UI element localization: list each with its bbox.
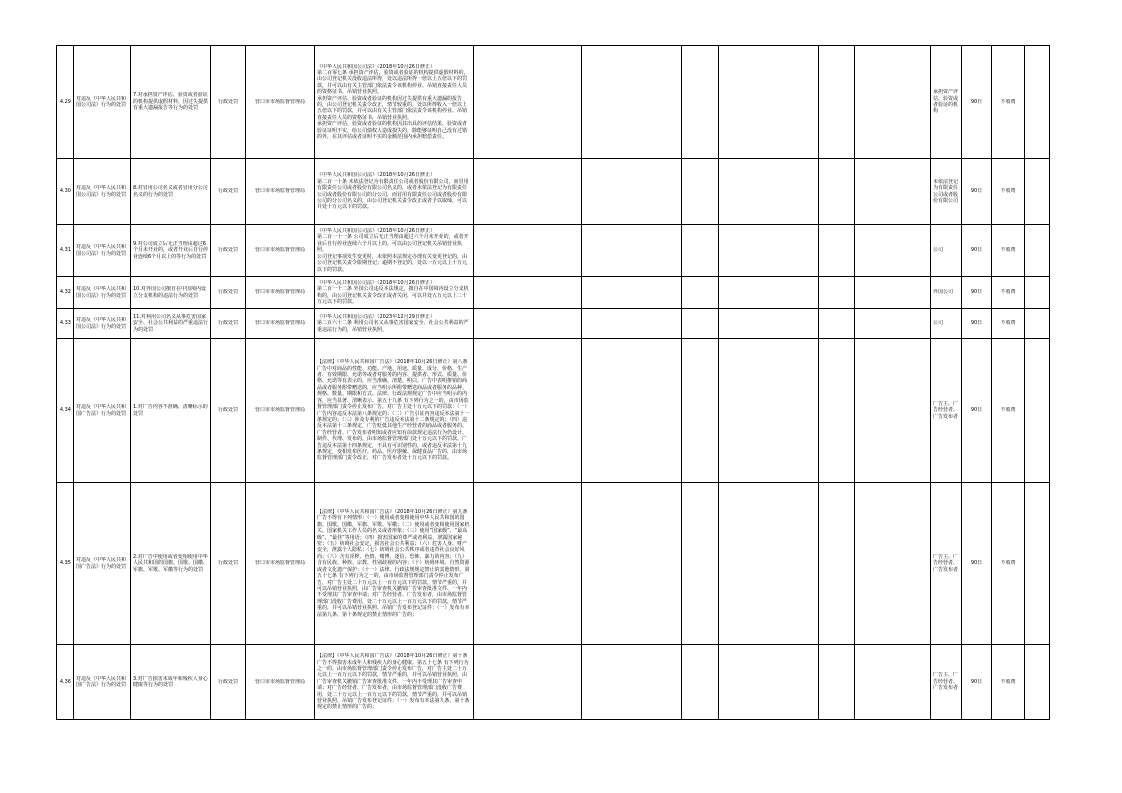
subject-cell	[931, 225, 962, 277]
subject-cell	[931, 483, 962, 645]
deadline-cell-text: 90日	[970, 560, 983, 567]
fee-cell-text: 不收费	[1000, 247, 1016, 254]
table-row	[57, 483, 1050, 645]
category-cell-text: 对违反《中华人民共和国公司法》行为的处罚	[76, 95, 127, 108]
basis-cell-text: 《中华人民共和国公司法》（2018年10月26日修正） 第二百一十二条 外国公司违反本法规定，擅自在中国境内设立分支机构的，由公司登记机关责令改正或者关闭，可以并处五万元以上二十万元以下的罚款。	[317, 279, 469, 305]
basis-cell	[315, 645, 474, 720]
basis-cell	[315, 483, 474, 645]
category-cell	[74, 309, 131, 339]
fee-cell-text: 不收费	[1000, 188, 1016, 195]
subject-cell-text: 未依法登记为有限责任公司或者股份有限公司	[933, 178, 959, 204]
agency-cell	[246, 277, 315, 309]
enforcement-table	[56, 45, 1050, 720]
agency-cell-text: 营口市市场监督管理局	[254, 678, 305, 685]
empty-cell	[819, 645, 855, 720]
type-cell-text: 行政处罚	[217, 247, 238, 254]
empty-cell	[582, 277, 682, 309]
empty-cell	[474, 159, 582, 225]
category-cell-text: 对违反《中华人民共和国公司法》行为的处罚	[76, 286, 127, 299]
agency-cell	[246, 483, 315, 645]
agency-cell	[246, 339, 315, 483]
item-cell-text: 7.对承担资产评估、验资或者验证的机构提供虚假材料，因过失提供有重大遗漏报告等行为的处罚	[133, 92, 208, 112]
deadline-cell-text: 90日	[970, 247, 983, 254]
row-number-text: 4.33	[59, 320, 71, 327]
empty-cell	[719, 277, 819, 309]
agency-cell-text: 营口市市场监督管理局	[254, 560, 305, 567]
empty-cell	[855, 309, 931, 339]
deadline-cell-text: 90日	[970, 98, 983, 105]
empty-cell	[682, 225, 719, 277]
empty-cell	[682, 309, 719, 339]
item-cell	[131, 483, 211, 645]
item-cell-text: 10.对外国公司擅自在中国境内设立分支机构的违法行为的处罚	[133, 286, 206, 299]
row-number	[57, 645, 74, 720]
empty-cell	[719, 645, 819, 720]
agency-cell-text: 营口市市场监督管理局	[254, 98, 305, 105]
type-cell	[211, 645, 246, 720]
deadline-cell	[962, 46, 992, 159]
empty-cell	[682, 277, 719, 309]
type-cell	[211, 339, 246, 483]
type-cell-text: 行政处罚	[217, 98, 238, 105]
empty-cell	[474, 309, 582, 339]
empty-cell	[719, 46, 819, 159]
category-cell	[74, 225, 131, 277]
type-cell	[211, 277, 246, 309]
empty-cell	[474, 46, 582, 159]
subject-cell-text: 广告主、广告经营者、广告发布者	[933, 400, 959, 420]
item-cell	[131, 159, 211, 225]
item-cell	[131, 46, 211, 159]
fee-cell	[992, 225, 1025, 277]
empty-cell	[582, 309, 682, 339]
basis-cell-text: 《中华人民共和国公司法》（2018年10月26日修正） 第二百零七条 承担资产评估、验资或者验证的机构提供虚假材料的，由公司登记机关没收违法所得，处以违法所得一倍以上五倍以下的罚款，并可以由有关主管部门依法责令该机构停业、吊销直接责任人员的资格证书，吊销营业执照。 承担资产评估、验资或者验证的机构因过失提供有重大遗漏的报告的，由公司登记机关责令改正，情节较重的，处以所得收入一倍以上五倍以下的罚款，并可以由有关主管部门依法责令该机构停业、吊销直接责任人员的资格证书，吊销营业执照。 承担资产评估、验资或者验证的机构因其出具的评估结果、验资或者验证证明不实，给公司债权人造成损失的，除能够证明自己没有过错的外，在其评估或者证明不实的金额范围内承担赔偿责任。	[317, 63, 469, 141]
agency-cell	[246, 46, 315, 159]
agency-cell-text: 营口市市场监督管理局	[254, 188, 305, 195]
empty-cell	[1025, 46, 1050, 159]
subject-cell-text: 外国公司	[933, 289, 954, 296]
deadline-cell	[962, 339, 992, 483]
subject-cell	[931, 645, 962, 720]
basis-cell	[315, 46, 474, 159]
type-cell-text: 行政处罚	[217, 289, 238, 296]
deadline-cell	[962, 645, 992, 720]
basis-cell	[315, 159, 474, 225]
row-number-text: 4.29	[59, 98, 71, 105]
empty-cell	[582, 159, 682, 225]
category-cell-text: 对违反《中华人民共和国广告法》行为的处罚	[76, 404, 127, 417]
empty-cell	[855, 483, 931, 645]
empty-cell	[582, 483, 682, 645]
empty-cell	[719, 339, 819, 483]
empty-cell	[855, 159, 931, 225]
category-cell-text: 对违反《中华人民共和国广告法》行为的处罚	[76, 675, 127, 688]
empty-cell	[582, 225, 682, 277]
fee-cell-text: 不收费	[1000, 678, 1016, 685]
fee-cell-text: 不收费	[1000, 560, 1016, 567]
empty-cell	[855, 225, 931, 277]
empty-cell	[682, 483, 719, 645]
category-cell-text: 对违反《中华人民共和国广告法》行为的处罚	[76, 557, 127, 570]
table-row	[57, 339, 1050, 483]
basis-cell	[315, 225, 474, 277]
empty-cell	[474, 225, 582, 277]
fee-cell	[992, 645, 1025, 720]
empty-cell	[855, 46, 931, 159]
deadline-cell-text: 90日	[970, 678, 983, 685]
empty-cell	[719, 309, 819, 339]
item-cell-text: 3.对广告损害未成年和残疾人身心健康等行为的处罚	[133, 675, 208, 688]
subject-cell	[931, 309, 962, 339]
empty-cell	[719, 225, 819, 277]
deadline-cell-text: 90日	[970, 188, 983, 195]
row-number-text: 4.32	[59, 289, 71, 296]
subject-cell	[931, 46, 962, 159]
item-cell	[131, 339, 211, 483]
empty-cell	[474, 645, 582, 720]
table-row	[57, 46, 1050, 159]
item-cell-text: 8.对冒用公司名义或者冒用分公司名义的行为的处罚	[133, 185, 208, 198]
category-cell	[74, 277, 131, 309]
subject-cell-text: 广告主、广告经营者、广告发布者	[933, 672, 959, 692]
empty-cell	[855, 645, 931, 720]
row-number	[57, 277, 74, 309]
item-cell	[131, 309, 211, 339]
type-cell-text: 行政处罚	[217, 188, 238, 195]
row-number-text: 4.30	[59, 188, 71, 195]
subject-cell-text: 广告主、广告经营者、广告发布者	[933, 553, 959, 573]
basis-cell	[315, 277, 474, 309]
empty-cell	[819, 277, 855, 309]
fee-cell-text: 不收费	[1000, 98, 1016, 105]
empty-cell	[582, 339, 682, 483]
row-number	[57, 225, 74, 277]
basis-cell	[315, 339, 474, 483]
subject-cell-text: 公司	[933, 320, 944, 327]
empty-cell	[1025, 339, 1050, 483]
row-number-text: 4.31	[59, 247, 71, 254]
category-cell	[74, 645, 131, 720]
row-number	[57, 46, 74, 159]
subject-cell-text: 公司	[933, 247, 944, 254]
type-cell-text: 行政处罚	[217, 320, 238, 327]
item-cell-text: 11.对利用公司名义从事危害国家安全、社会公共利益的严重违法行为的处罚	[133, 313, 208, 333]
category-cell	[74, 483, 131, 645]
row-number-text: 4.36	[59, 678, 71, 685]
empty-cell	[1025, 225, 1050, 277]
fee-cell	[992, 483, 1025, 645]
type-cell-text: 行政处罚	[217, 407, 238, 414]
agency-cell	[246, 225, 315, 277]
empty-cell	[582, 645, 682, 720]
basis-cell-text: 【法律】《中华人民共和国广告法》（2018年10月26日修正）第八条 广告中对商品的性能、功能、产地、用途、质量、成分、价格、生产者、有效期限、允诺等或者对服务的内容、提供者、形式、质量、价格、允诺等有表示的，应当准确、清楚、明白。广告中表明推销的商品或者服务附带赠送的，应当明示所附带赠送商品或者服务的品种、规格、数量、期限和方式。法律、行政法规规定广告中应当明示的内容，应当显著、清晰表示。第五十九条 有下列行为之一的，由市场监督管理部门责令停止发布广告，对广告主处十万元以下的罚款：（一）广告内容违反本法第八条规定的；（二）广告引证内容违反本法第十一条规定的；（三）涉及专利的广告违反本法第十二条规定的；（四）违反本法第十三条规定，广告贬低其他生产经营者的商品或者服务的。广告经营者、广告发布者明知或者应知有前款规定违法行为仍设计、制作、代理、发布的，由市场监督管理部门处十万元以下的罚款。广告违反本法第十四条规定，不具有可识别性的，或者违反本法第十九条规定，变相发布医疗、药品、医疗器械、保健食品广告的，由市场监督管理部门责令改正，对广告发布者处十万元以下的罚款。	[317, 359, 470, 462]
empty-cell	[474, 277, 582, 309]
row-number	[57, 309, 74, 339]
type-cell-text: 行政处罚	[217, 560, 238, 567]
basis-cell-text: 《中华人民共和国公司法》（2023年12月29日修正） 第二百六十二条 利用公司名义从事危害国家安全、社会公共利益的严重违法行为的，吊销营业执照。	[317, 313, 469, 333]
agency-cell	[246, 645, 315, 720]
agency-cell	[246, 159, 315, 225]
empty-cell	[474, 339, 582, 483]
type-cell	[211, 309, 246, 339]
empty-cell	[719, 159, 819, 225]
empty-cell	[819, 309, 855, 339]
subject-cell	[931, 339, 962, 483]
empty-cell	[819, 483, 855, 645]
empty-cell	[474, 483, 582, 645]
empty-cell	[682, 46, 719, 159]
deadline-cell-text: 90日	[970, 320, 983, 327]
empty-cell	[682, 645, 719, 720]
item-cell	[131, 645, 211, 720]
item-cell	[131, 225, 211, 277]
empty-cell	[855, 277, 931, 309]
item-cell	[131, 277, 211, 309]
fee-cell-text: 不收费	[1000, 407, 1016, 414]
agency-cell	[246, 309, 315, 339]
basis-cell-text: 《中华人民共和国公司法》（2018年10月26日修正） 第二百一十条 未依法登记为有限责任公司或者股份有限公司，而冒用有限责任公司或者股份有限公司名义的，或者未依法登记为有限责任公司或者股份有限公司的分公司，而冒用有限责任公司或者股份有限公司的分公司名义的，由公司登记机关责令改正或者予以取缔，可以并处十万元以下的罚款。	[317, 172, 469, 211]
empty-cell	[1025, 277, 1050, 309]
empty-cell	[855, 339, 931, 483]
fee-cell	[992, 277, 1025, 309]
fee-cell-text: 不收费	[1000, 289, 1016, 296]
item-cell-text: 9.对公司成立后无正当理由超过6个月未开业的，或者开业后自行停业连续6个月以上的等行为的处罚	[133, 240, 208, 260]
empty-cell	[819, 159, 855, 225]
table-body	[57, 46, 1050, 720]
empty-cell	[682, 339, 719, 483]
deadline-cell	[962, 277, 992, 309]
deadline-cell-text: 90日	[970, 289, 983, 296]
row-number-text: 4.35	[59, 560, 71, 567]
subject-cell	[931, 277, 962, 309]
type-cell	[211, 483, 246, 645]
empty-cell	[719, 483, 819, 645]
agency-cell-text: 营口市市场监督管理局	[254, 247, 305, 254]
subject-cell	[931, 159, 962, 225]
empty-cell	[582, 46, 682, 159]
fee-cell-text: 不收费	[1000, 320, 1016, 327]
category-cell-text: 对违反《中华人民共和国公司法》行为的处罚	[76, 317, 127, 330]
deadline-cell	[962, 225, 992, 277]
agency-cell-text: 营口市市场监督管理局	[254, 320, 305, 327]
item-cell-text: 2.对广告中使用或者变相使用中华人民共和国的国旗、国歌、国徽、军旗、军歌、军徽等行为的处罚	[133, 553, 208, 573]
deadline-cell-text: 90日	[970, 407, 983, 414]
basis-cell-text: 【法律】《中华人民共和国广告法》（2018年10月26日修正）第十条 广告不得损害未成年人和残疾人的身心健康。第五十七条 有下列行为之一的，由市场监督管理部门责令停止发布广告，对广告主处二十万元以上一百万元以下的罚款，情节严重的，并可以吊销营业执照，由广告审查机关撤销广告审查批准文件、一年内不受理其广告审查申请；对广告经营者、广告发布者，由市场监督管理部门没收广告费用，处二十万元以上一百万元以下的罚款，情节严重的，并可以吊销营业执照、吊销广告发布登记证件：（一）发布有本法第九条、第十条规定的禁止情形的广告的；	[317, 653, 470, 711]
category-cell	[74, 339, 131, 483]
empty-cell	[1025, 159, 1050, 225]
fee-cell	[992, 309, 1025, 339]
table-row	[57, 225, 1050, 277]
row-number	[57, 159, 74, 225]
empty-cell	[682, 159, 719, 225]
deadline-cell	[962, 483, 992, 645]
row-number	[57, 483, 74, 645]
table-row	[57, 309, 1050, 339]
item-cell-text: 1.对广告内容不准确、清晰标示的处罚	[133, 404, 208, 417]
fee-cell	[992, 46, 1025, 159]
row-number	[57, 339, 74, 483]
table-row	[57, 645, 1050, 720]
category-cell-text: 对违反《中华人民共和国公司法》行为的处罚	[76, 244, 127, 257]
empty-cell	[1025, 483, 1050, 645]
category-cell	[74, 46, 131, 159]
type-cell	[211, 46, 246, 159]
fee-cell	[992, 339, 1025, 483]
subject-cell-text: 承担资产评估、验资或者验证的机构	[933, 89, 959, 115]
type-cell	[211, 159, 246, 225]
empty-cell	[819, 225, 855, 277]
basis-cell	[315, 309, 474, 339]
empty-cell	[819, 339, 855, 483]
empty-cell	[1025, 645, 1050, 720]
category-cell	[74, 159, 131, 225]
empty-cell	[819, 46, 855, 159]
basis-cell-text: 《中华人民共和国公司法》（2018年10月26日修正） 第二百一十一条 公司成立后无正当理由超过六个月未开业的，或者开业后自行停业连续六个月以上的，可以由公司登记机关吊销营业执照。 公司登记事项发生变更时，未依照本法规定办理有关变更登记的，由公司登记机关责令限期登记；逾期不登记的，处以一万元以上十万元以下的罚款。	[317, 228, 469, 273]
category-cell-text: 对违反《中华人民共和国公司法》行为的处罚	[76, 185, 127, 198]
empty-cell	[1025, 309, 1050, 339]
table-row	[57, 159, 1050, 225]
table-row	[57, 277, 1050, 309]
agency-cell-text: 营口市市场监督管理局	[254, 289, 305, 296]
agency-cell-text: 营口市市场监督管理局	[254, 407, 305, 414]
fee-cell	[992, 159, 1025, 225]
basis-cell-text: 【法律】《中华人民共和国广告法》（2018年10月26日修正）第九条 广告不得有下列情形：（一）使用或者变相使用中华人民共和国的国旗、国歌、国徽，军旗、军歌、军徽；（二）使用或者变相使用国家机关、国家机关工作人员的名义或者形象；（三）使用“国家级”、“最高级”、“最佳”等用语；（四）损害国家的尊严或者利益，泄露国家秘密；（五）妨碍社会安定，损害社会公共利益；（六）危害人身、财产安全，泄露个人隐私；（七）妨碍社会公共秩序或者违背社会良好风尚；（八）含有淫秽、色情、赌博、迷信、恐怖、暴力的内容；（九）含有民族、种族、宗教、性别歧视的内容；（十）妨碍环境、自然资源或者文化遗产保护；（十一）法律、行政法规规定禁止的其他情形。第五十七条 有下列行为之一的，由市场监督管理部门责令停止发布广告，对广告主处二十万元以上一百万元以下的罚款，情节严重的，并可以吊销营业执照，由广告审查机关撤销广告审查批准文件、一年内不受理其广告审查申请；对广告经营者、广告发布者，由市场监督管理部门没收广告费用，处二十万元以上一百万元以下的罚款，情节严重的，并可以吊销营业执照、吊销广告发布登记证件：（一）发布有本法第九条、第十条规定的禁止情形的广告的；	[317, 509, 470, 618]
row-number-text: 4.34	[59, 407, 71, 414]
deadline-cell	[962, 159, 992, 225]
deadline-cell	[962, 309, 992, 339]
type-cell	[211, 225, 246, 277]
type-cell-text: 行政处罚	[217, 678, 238, 685]
